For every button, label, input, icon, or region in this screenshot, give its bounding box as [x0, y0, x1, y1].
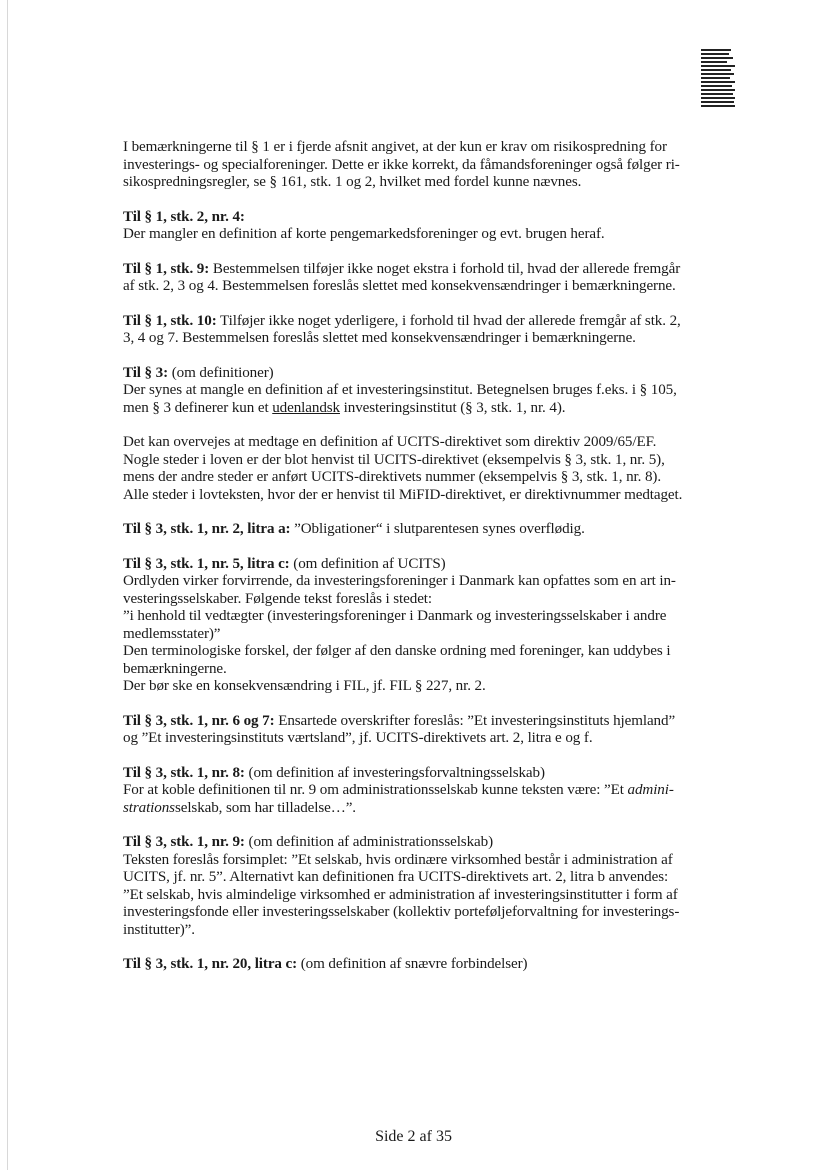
- section-3-1-8: [123, 765, 763, 818]
- text-line: Der mangler en definition af korte pengemarkedsforeninger og evt. brugen heraf.: [123, 226, 605, 242]
- section-heading: Til § 3, stk. 1, nr. 5, litra c:: [123, 555, 290, 572]
- text-line: medlemsstater)”: [123, 625, 221, 642]
- barcode-mark: [701, 49, 735, 111]
- paragraph-risk-spreading: [123, 139, 763, 192]
- italic-term: admini-: [627, 782, 674, 798]
- text-inline: (om definition af UCITS): [289, 555, 446, 572]
- section-1-10: [123, 313, 763, 348]
- text-line: vesteringsselskaber. Følgende tekst foreslås i stedet:: [123, 590, 432, 607]
- text-line: Alle steder i lovteksten, hvor der er henvist til MiFID-direktivet, er direktivnummer medtaget.: [123, 486, 683, 503]
- section-heading: Til § 3, stk. 1, nr. 20, litra c:: [123, 956, 298, 972]
- section-heading: Til § 1, stk. 2, nr. 4:: [123, 208, 245, 225]
- section-3-1-9: [123, 834, 763, 939]
- section-3-1-20-c: [123, 956, 763, 974]
- section-heading: Til § 3, stk. 1, nr. 8:: [123, 764, 245, 781]
- underlined-term: udenlandsk: [272, 399, 340, 416]
- section-heading: Til § 1, stk. 10:: [123, 312, 217, 329]
- text-line: Nogle steder i loven er der blot henvist til UCITS-direktivet (eksempelvis § 3, stk. 1, nr. 5),: [123, 451, 665, 468]
- text-inline: (om definitioner): [168, 364, 274, 381]
- text-line: Teksten foreslås forsimplet: ”Et selskab, hvis ordinære virksomhed består i administration af: [123, 851, 673, 868]
- text-line: Der bør ske en konsekvensændring i FIL, jf. FIL § 227, nr. 2.: [123, 678, 486, 694]
- text-line: Ordlyden virker forvirrende, da investeringsforeninger i Danmark kan opfattes som en art in-: [123, 573, 676, 589]
- section-heading: Til § 3, stk. 1, nr. 2, litra a:: [123, 521, 291, 537]
- text-line: 3, 4 og 7. Bestemmelsen foreslås slettet med konsekvensændringer i bemærkningerne.: [123, 330, 636, 346]
- text-line: investerings- og specialforeninger. Dette er ikke korrekt, da fåmandsforeninger også følger ri-: [123, 156, 680, 173]
- text-line: strationsselskab, som har tilladelse…”.: [123, 799, 356, 816]
- page-number: Side 2 af 35: [375, 1128, 452, 1145]
- section-heading: Til § 3:: [123, 364, 169, 381]
- paragraph-ucits-directive: [123, 434, 763, 504]
- text-inline: Ensartede overskrifter foreslås: ”Et investeringsinstituts hjemland”: [274, 712, 676, 729]
- section-heading: Til § 3, stk. 1, nr. 6 og 7:: [123, 712, 275, 729]
- text-inline: ”Obligationer“ i slutparentesen synes overflødig.: [290, 521, 585, 537]
- section-heading: Til § 3, stk. 1, nr. 9:: [123, 834, 245, 850]
- text-line: ”i henhold til vedtægter (investeringsforeninger i Danmark og investeringsselskaber i andre: [123, 608, 667, 624]
- text-inline: (om definition af investeringsforvaltningsselskab): [244, 764, 545, 781]
- text-line: Det kan overvejes at medtage en definition af UCITS-direktivet som direktiv 2009/65/EF.: [123, 434, 657, 450]
- text-line: mens der andre steder er anført UCITS-direktivets nummer (eksempelvis § 3, stk. 1, nr. 8).: [123, 469, 662, 485]
- text-line: Der synes at mangle en definition af et investeringsinstitut. Betegnelsen bruges f.eks. i § 105,: [123, 382, 677, 398]
- text-line: For at koble definitionen til nr. 9 om administrationsselskab kunne teksten være: ”Et admini-: [123, 782, 674, 798]
- section-3: [123, 365, 763, 418]
- text-line: institutter)”.: [123, 921, 195, 938]
- text-line: bemærkningerne.: [123, 660, 227, 677]
- text-line: I bemærkningerne til § 1 er i fjerde afsnit angivet, at der kun er krav om risikospredning for: [123, 139, 667, 155]
- document-body: [123, 139, 763, 991]
- text-line: sikospredningsregler, se § 161, stk. 1 og 2, hvilket med fordel kunne nævnes.: [123, 174, 582, 190]
- text-line: og ”Et investeringsinstituts værtsland”, jf. UCITS-direktivets art. 2, litra e og f.: [123, 730, 593, 746]
- text-inline: Tilføjer ikke noget yderligere, i forhold til hvad der allerede fremgår af stk. 2,: [216, 312, 681, 329]
- text-inline: Bestemmelsen tilføjer ikke noget ekstra i forhold til, hvad der allerede fremgår: [209, 260, 681, 277]
- text-inline: (om definition af administrationsselskab): [244, 834, 493, 850]
- section-3-1-6-7: [123, 713, 763, 748]
- text-line: investeringsfonde eller investeringsselskaber (kollektiv porteføljeforvaltning for investerings-: [123, 904, 680, 920]
- text-line-underline: men § 3 definerer kun et udenlandsk investeringsinstitut (§ 3, stk. 1, nr. 4).: [123, 399, 566, 416]
- section-3-1-5-c: [123, 556, 763, 696]
- text-line: UCITS, jf. nr. 5”. Alternativt kan definitionen fra UCITS-direktivets art. 2, litra b anvendes:: [123, 869, 669, 885]
- section-1-2-4: [123, 209, 763, 244]
- section-heading: Til § 1, stk. 9:: [123, 260, 210, 277]
- page-edge-line: [7, 0, 8, 1170]
- section-3-1-2-a: [123, 521, 763, 539]
- text-line: af stk. 2, 3 og 4. Bestemmelsen foreslås slettet med konsekvensændringer i bemærkningerne.: [123, 278, 676, 294]
- text-inline: (om definition af snævre forbindelser): [297, 956, 528, 972]
- section-1-9: [123, 261, 763, 296]
- text-line: ”Et selskab, hvis almindelige virksomhed er administration af investeringsinstitutter i form af: [123, 886, 678, 903]
- text-line: Den terminologiske forskel, der følger af den danske ordning med foreninger, kan uddybes i: [123, 643, 671, 659]
- italic-term: strations: [123, 799, 175, 816]
